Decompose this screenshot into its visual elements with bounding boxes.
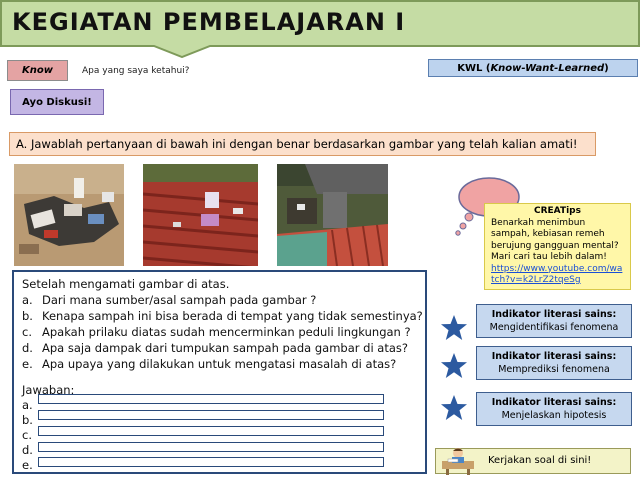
answer-marker: c. bbox=[22, 428, 32, 442]
diskusi-label: Ayo Diskusi! bbox=[22, 96, 92, 108]
question-marker: c. bbox=[22, 325, 32, 339]
kerjakan-button[interactable] bbox=[435, 448, 631, 474]
answer-field[interactable] bbox=[38, 410, 384, 420]
indicator-title: Indikator literasi sains: bbox=[491, 397, 617, 408]
trash-photo-1 bbox=[14, 164, 124, 266]
star-icon bbox=[440, 394, 468, 422]
answer-marker: e. bbox=[22, 458, 33, 472]
indicator-text: Mengidentifikasi fenomena bbox=[489, 322, 619, 333]
question-item bbox=[22, 341, 408, 355]
question-text: Apa upaya yang dilakukan untuk mengatasi masalah di atas? bbox=[42, 357, 397, 371]
creatips-box bbox=[484, 203, 631, 290]
question-text: Apa saja dampak dari tumpukan sampah pada gambar di atas? bbox=[42, 341, 408, 355]
indicator-box bbox=[476, 304, 632, 338]
instruction-bar bbox=[9, 132, 596, 156]
question-marker: e. bbox=[22, 357, 33, 371]
kwl-suffix: ) bbox=[604, 62, 609, 74]
know-label-box bbox=[7, 60, 68, 81]
question-marker: d. bbox=[22, 341, 33, 355]
kwl-italic: Know-Want-Learned bbox=[490, 62, 605, 74]
question-item bbox=[22, 309, 423, 323]
know-label: Know bbox=[22, 65, 53, 76]
answer-marker: b. bbox=[22, 413, 33, 427]
indicator-text: Menjelaskan hipotesis bbox=[501, 410, 607, 421]
question-text: Dari mana sumber/asal sampah pada gambar ? bbox=[42, 293, 317, 307]
questions-intro: Setelah mengamati gambar di atas. bbox=[22, 277, 230, 291]
indicator-box bbox=[476, 392, 632, 426]
question-item bbox=[22, 325, 411, 339]
diskusi-label-box bbox=[10, 89, 104, 115]
instruction-text: A. Jawablah pertanyaan di bawah ini dengan benar berdasarkan gambar yang telah kalian amati! bbox=[16, 137, 578, 151]
questions-box bbox=[12, 270, 427, 474]
know-question: Apa yang saya ketahui? bbox=[82, 66, 190, 76]
kwl-label bbox=[428, 59, 638, 77]
page-title: KEGIATAN PEMBELAJARAN I bbox=[12, 8, 406, 36]
indicator-title: Indikator literasi sains: bbox=[491, 351, 617, 362]
kerjakan-label: Kerjakan soal di sini! bbox=[488, 455, 592, 466]
answer-label: Jawaban: bbox=[22, 383, 75, 397]
question-text: Apakah prilaku diatas sudah mencerminkan peduli lingkungan ? bbox=[42, 325, 411, 339]
answer-field[interactable] bbox=[38, 426, 384, 436]
star-icon bbox=[440, 352, 468, 380]
answer-marker: a. bbox=[22, 398, 33, 412]
answer-field[interactable] bbox=[38, 457, 384, 467]
question-item bbox=[22, 293, 316, 307]
creatips-link[interactable]: https://www.youtube.com/watch?v=k2LrZ2tqeSg bbox=[491, 263, 623, 285]
trash-photo-3 bbox=[277, 164, 388, 266]
creatips-title: CREATips bbox=[534, 206, 581, 216]
answer-marker: d. bbox=[22, 443, 33, 457]
question-text: Kenapa sampah ini bisa berada di tempat yang tidak semestinya? bbox=[42, 309, 423, 323]
indicator-box bbox=[476, 346, 632, 380]
question-item bbox=[22, 357, 396, 371]
indicator-text: Memprediksi fenomena bbox=[498, 364, 610, 375]
creatips-text: Benarkah menimbun sampah, kebiasan remeh berujung gangguan mental?Mari cari tau lebih dalam! bbox=[491, 217, 619, 262]
answer-field[interactable] bbox=[38, 442, 384, 452]
indicator-title: Indikator literasi sains: bbox=[491, 309, 617, 320]
question-marker: a. bbox=[22, 293, 33, 307]
trash-photo-2 bbox=[143, 164, 258, 266]
kwl-prefix: KWL ( bbox=[457, 62, 491, 74]
answer-field[interactable] bbox=[38, 394, 384, 404]
question-marker: b. bbox=[22, 309, 33, 323]
star-icon bbox=[440, 314, 468, 342]
student-writing-icon bbox=[438, 447, 478, 475]
